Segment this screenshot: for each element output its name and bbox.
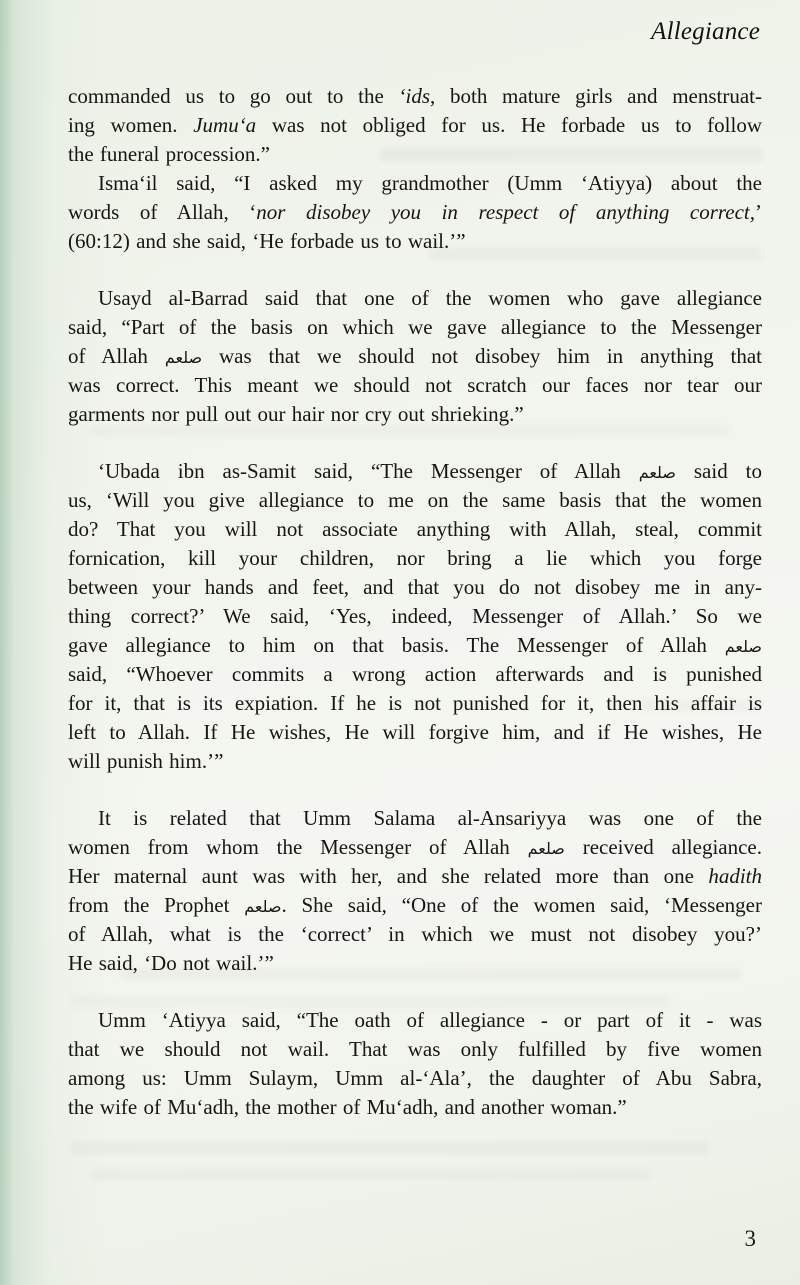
text-segment: garments nor pull out our hair nor cry out shrieking.” xyxy=(68,402,524,426)
arabic-honorific: صلعم xyxy=(724,637,762,656)
text-line xyxy=(68,457,762,486)
text-segment: ing women. xyxy=(68,113,194,137)
text-line xyxy=(68,660,762,689)
text-line xyxy=(68,949,762,978)
text-segment: gave allegiance to him on that basis. The Messenger of Allah xyxy=(68,633,725,657)
text-segment: said to xyxy=(675,459,762,483)
text-segment: , both mature girls and menstruat- xyxy=(430,84,762,108)
text-line xyxy=(68,602,762,631)
text-segment: It is related that Umm Salama al-Ansariyya was one of the xyxy=(98,806,762,830)
text-line xyxy=(68,284,762,313)
text-segment: was not obliged for us. He forbade us to follow xyxy=(256,113,762,137)
text-segment: commanded us to go out to the xyxy=(68,84,399,108)
text-line xyxy=(68,400,762,429)
text-segment: words of Allah, ‘ xyxy=(68,200,257,224)
text-segment: among us: Umm Sulaym, Umm al-‘Ala’, the daughter of Abu Sabra, xyxy=(68,1066,762,1090)
text-line xyxy=(68,1093,762,1122)
text-line xyxy=(68,313,762,342)
text-segment: thing correct?’ We said, ‘Yes, indeed, Messenger of Allah.’ So we xyxy=(68,604,762,628)
text-segment: was correct. This meant we should not scratch our faces nor tear our xyxy=(68,373,762,397)
text-segment: Usayd al-Barrad said that one of the women who gave allegiance xyxy=(98,286,762,310)
italic-text-segment: ‘ids xyxy=(398,84,431,108)
paragraph xyxy=(68,169,762,256)
text-segment: between your hands and feet, and that you do not disobey me in any- xyxy=(68,575,762,599)
text-line xyxy=(68,689,762,718)
text-segment: said, “Whoever commits a wrong action afterwards and is punished xyxy=(68,662,762,686)
arabic-honorific: صلعم xyxy=(527,839,565,858)
text-segment: from the Prophet xyxy=(68,893,245,917)
text-line xyxy=(68,1035,762,1064)
text-line xyxy=(68,371,762,400)
text-block xyxy=(68,82,762,1122)
text-segment: do? That you will not associate anything with Allah, steal, commit xyxy=(68,517,762,541)
text-segment: women from whom the Messenger of Allah xyxy=(68,835,528,859)
text-line xyxy=(68,169,762,198)
text-segment: left to Allah. If He wishes, He will forgive him, and if He wishes, He xyxy=(68,720,762,744)
text-segment: for it, that is its expiation. If he is not punished for it, then his affair is xyxy=(68,691,762,715)
text-segment: ‘Ubada ibn as-Samit said, “The Messenger of Allah xyxy=(98,459,639,483)
text-segment: of Allah xyxy=(68,344,165,368)
page-number: 3 xyxy=(744,1226,756,1251)
text-segment: of Allah, what is the ‘correct’ in which we must not disobey you?’ xyxy=(68,922,762,946)
text-segment: that we should not wail. That was only fulfilled by five women xyxy=(68,1037,762,1061)
text-line xyxy=(68,1064,762,1093)
text-line xyxy=(68,198,762,227)
text-line xyxy=(68,718,762,747)
italic-text-segment: Jumu‘a xyxy=(193,113,257,137)
text-segment: (60:12) and she said, ‘He forbade us to wail.’” xyxy=(68,229,466,253)
paragraph xyxy=(68,457,762,776)
text-line xyxy=(68,1006,762,1035)
ghost-showthrough xyxy=(70,1142,710,1154)
text-segment: us, ‘Will you give allegiance to me on the same basis that the women xyxy=(68,488,762,512)
text-line xyxy=(68,486,762,515)
text-line xyxy=(68,82,762,111)
text-line xyxy=(68,862,762,891)
text-segment: Umm ‘Atiyya said, “The oath of allegiance - or part of it - was xyxy=(98,1008,762,1032)
paragraph xyxy=(68,82,762,169)
text-segment: fornication, kill your children, nor bring a lie which you forge xyxy=(68,546,762,570)
running-head: Allegiance xyxy=(651,18,760,45)
text-line xyxy=(68,515,762,544)
text-segment: will punish him.’” xyxy=(68,749,224,773)
arabic-honorific: صلعم xyxy=(164,348,203,367)
text-line xyxy=(68,804,762,833)
text-line xyxy=(68,631,762,660)
ghost-showthrough xyxy=(90,1168,650,1180)
paragraph xyxy=(68,1006,762,1122)
text-line xyxy=(68,544,762,573)
paragraph xyxy=(68,284,762,429)
text-segment: Isma‘il said, “I asked my grandmother (Umm ‘Atiyya) about the xyxy=(98,171,762,195)
text-segment: Her maternal aunt was with her, and she related more than one xyxy=(68,864,709,888)
text-segment: . She said, “One of the women said, ‘Messenger xyxy=(281,893,762,917)
text-line xyxy=(68,920,762,949)
text-line xyxy=(68,342,762,371)
text-segment: He said, ‘Do not wail.’” xyxy=(68,951,274,975)
text-segment: received allegiance. xyxy=(564,835,762,859)
text-line xyxy=(68,833,762,862)
text-segment: the wife of Mu‘adh, the mother of Mu‘adh, and another woman.” xyxy=(68,1095,627,1119)
italic-text-segment: nor disobey you in respect of anything correct, xyxy=(256,200,755,224)
text-line xyxy=(68,891,762,920)
text-segment: was that we should not disobey him in anything that xyxy=(202,344,762,368)
italic-text-segment: hadith xyxy=(708,864,762,888)
text-segment: the funeral procession.” xyxy=(68,142,271,166)
text-segment: said, “Part of the basis on which we gave allegiance to the Messenger xyxy=(68,315,762,339)
text-line xyxy=(68,140,762,169)
text-segment: ’ xyxy=(755,200,762,224)
arabic-honorific: صلعم xyxy=(638,463,676,482)
arabic-honorific: صلعم xyxy=(244,897,282,916)
text-line xyxy=(68,227,762,256)
text-line xyxy=(68,111,762,140)
paragraph xyxy=(68,804,762,978)
text-line xyxy=(68,573,762,602)
text-line xyxy=(68,747,762,776)
